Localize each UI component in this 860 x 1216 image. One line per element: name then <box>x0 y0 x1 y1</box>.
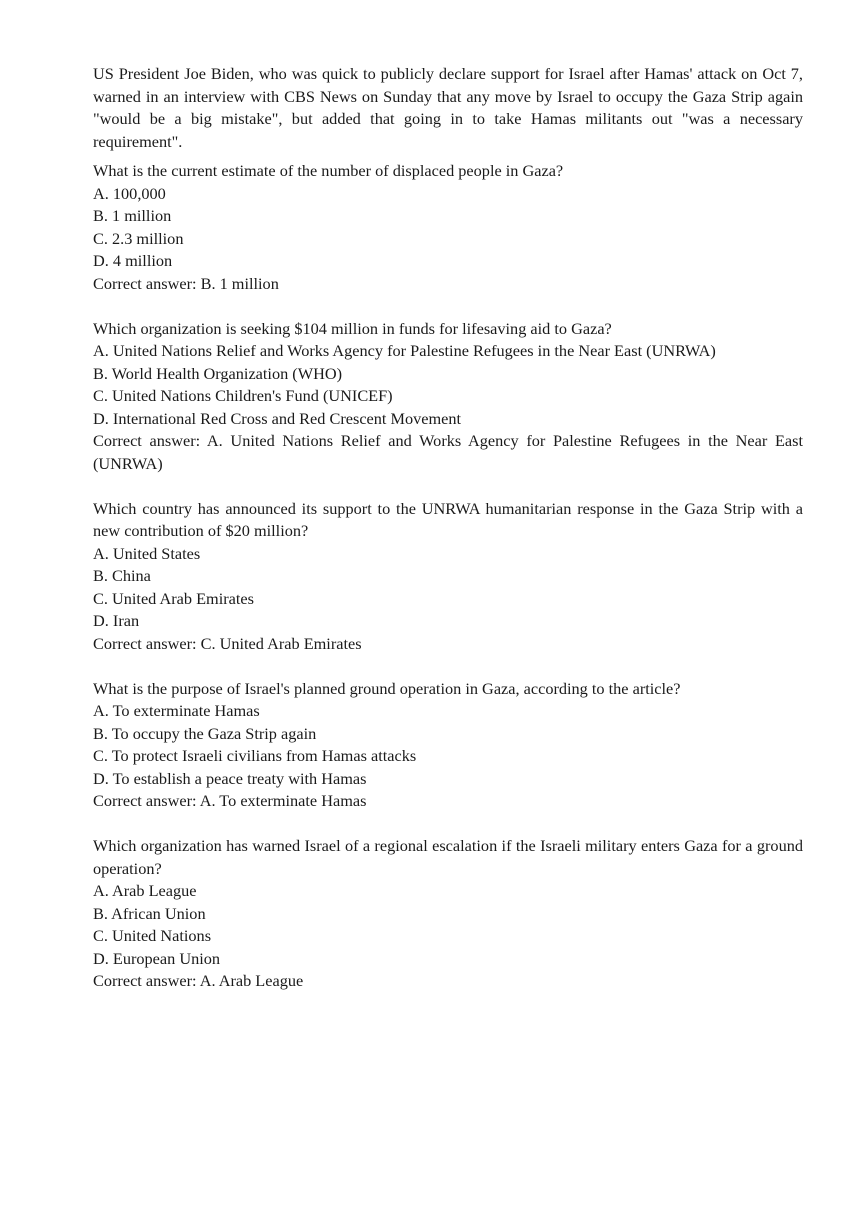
option-b: B. To occupy the Gaza Strip again <box>93 723 317 743</box>
question-text: What is the purpose of Israel's planned ground operation in Gaza, according to the article? <box>93 678 681 698</box>
question-text: Which country has announced its support to the UNRWA humanitarian response in the Gaza Strip with a new contribution of $20 million? <box>93 498 803 540</box>
question-block-4 <box>93 678 803 813</box>
correct-answer: Correct answer: A. To exterminate Hamas <box>93 791 367 810</box>
option-d: D. To establish a peace treaty with Hamas <box>93 768 367 788</box>
option-c: C. United Nations <box>93 926 212 945</box>
correct-answer: Correct answer: A. Arab League <box>93 971 304 990</box>
option-b: B. 1 million <box>93 206 172 225</box>
document-page <box>93 63 803 1015</box>
option-c: C. United Nations Children's Fund (UNICEF) <box>93 386 393 405</box>
question-text: Which organization has warned Israel of a regional escalation if the Israeli military enters Gaza for a ground operation? <box>93 836 803 878</box>
correct-answer: Correct answer: A. United Nations Relief and Works Agency for Palestine Refugees in the Near East (UNRWA) <box>93 431 803 473</box>
option-a: A. United Nations Relief and Works Agency for Palestine Refugees in the Near East (UNRWA) <box>93 341 716 360</box>
option-a: A. 100,000 <box>93 183 166 203</box>
option-b: B. World Health Organization (WHO) <box>93 363 343 383</box>
question-block-2 <box>93 318 803 476</box>
option-b: B. African Union <box>93 903 206 923</box>
question-block-1 <box>93 160 803 295</box>
option-a: A. Arab League <box>93 881 197 900</box>
option-a: A. To exterminate Hamas <box>93 701 260 720</box>
question-text: Which organization is seeking $104 million in funds for lifesaving aid to Gaza? <box>93 318 612 338</box>
question-text: What is the current estimate of the number of displaced people in Gaza? <box>93 161 564 180</box>
option-c: C. United Arab Emirates <box>93 588 254 608</box>
question-block-3 <box>93 498 803 656</box>
intro-paragraph: US President Joe Biden, who was quick to publicly declare support for Israel after Hamas' attack on Oct 7, warned in an interview with CBS News on Sunday that any move by Israel to occupy the Gaza Strip again "would be a big mistake", but added that going in to take Hamas militants out "was a necessary requirement". <box>93 64 803 151</box>
correct-answer: Correct answer: B. 1 million <box>93 273 279 293</box>
correct-answer: Correct answer: C. United Arab Emirates <box>93 633 362 653</box>
question-block-5 <box>93 835 803 993</box>
option-a: A. United States <box>93 543 201 563</box>
option-d: D. 4 million <box>93 251 173 270</box>
option-c: C. 2.3 million <box>93 228 184 248</box>
option-c: C. To protect Israeli civilians from Hamas attacks <box>93 746 417 765</box>
option-b: B. China <box>93 566 151 585</box>
option-d: D. International Red Cross and Red Crescent Movement <box>93 408 462 428</box>
option-d: D. Iran <box>93 611 140 630</box>
option-d: D. European Union <box>93 948 221 968</box>
